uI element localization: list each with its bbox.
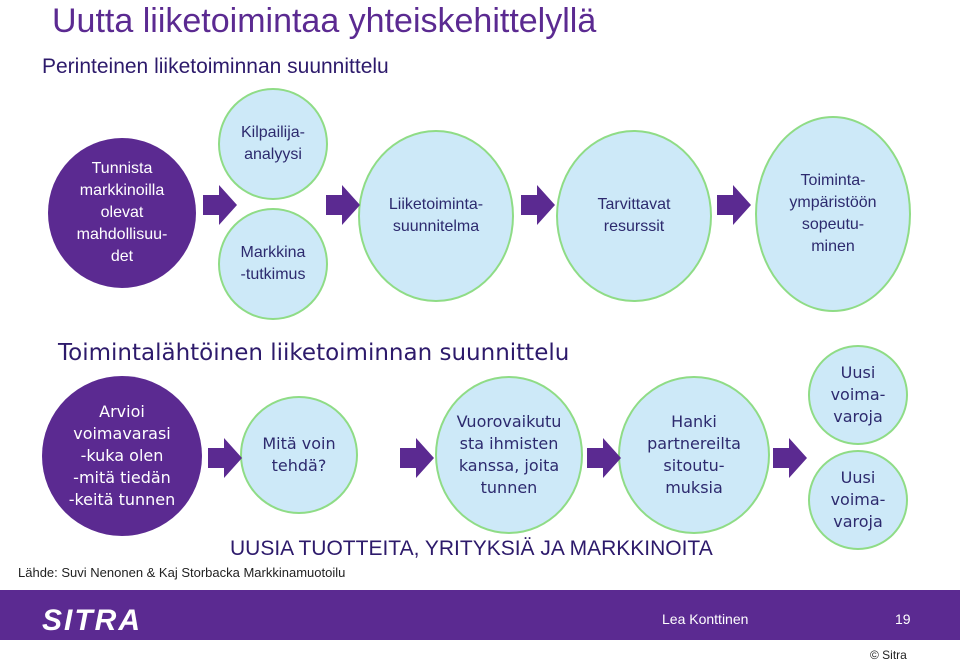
source-note: Lähde: Suvi Nenonen & Kaj Storbacka Markkinamuotoilu <box>18 565 346 580</box>
circle-identify-opportunities <box>48 138 196 288</box>
sitra-logo: SITRA <box>42 604 142 637</box>
arrow-right-icon <box>208 438 242 483</box>
circle-label: Uusi voima- varoja <box>830 468 886 531</box>
circle-what-can-i-do <box>240 396 358 514</box>
circle-business-plan <box>358 130 514 302</box>
circle-assess-resources <box>42 376 202 536</box>
circle-label: Arvioi voimavarasi -kuka olen -mitä tiedän -keitä tunnen <box>68 402 176 509</box>
circle-label: Markkina -tutkimus <box>240 244 306 283</box>
traditional-heading: Perinteinen liiketoiminnan suunnittelu <box>42 55 389 78</box>
arrow-right-icon <box>587 438 621 483</box>
circle-label: Liiketoiminta- suunnitelma <box>388 196 484 235</box>
circle-label: Tunnista markkinoilla olevat mahdollisuu- det <box>76 160 168 265</box>
arrow-right-icon <box>400 438 434 483</box>
circle-partner-commitments <box>618 376 770 534</box>
circle-new-resources-bottom <box>808 450 908 550</box>
circle-competitor-analysis <box>218 88 328 200</box>
page-number: 19 <box>895 611 911 627</box>
arrow-right-icon <box>326 185 360 230</box>
footer-author: Lea Konttinen <box>662 611 749 627</box>
circle-label: Toiminta- ympäristöön sopeutu- minen <box>789 172 877 255</box>
arrow-right-icon <box>773 438 807 483</box>
result-text: UUSIA TUOTTEITA, YRITYKSIÄ JA MARKKINOITA <box>230 537 713 560</box>
action-heading: Toimintalähtöinen liiketoiminnan suunnittelu <box>58 340 570 366</box>
circle-adapt-environment <box>755 116 911 312</box>
circle-label: Tarvittavat resurssit <box>597 196 671 235</box>
circle-interaction <box>435 376 583 534</box>
circle-label: Uusi voima- varoja <box>830 363 886 426</box>
page-title: Uutta liiketoimintaa yhteiskehittelyllä <box>52 2 597 40</box>
footer-bar <box>0 590 960 640</box>
circle-label: Vuorovaikutu sta ihmisten kanssa, joita tunnen <box>456 412 562 497</box>
arrow-right-icon <box>521 185 555 230</box>
arrow-right-icon <box>203 185 237 230</box>
circle-label: Hanki partnereilta sitoutu- muksia <box>647 412 741 497</box>
circle-new-resources-top <box>808 345 908 445</box>
circle-label: Mitä voin tehdä? <box>262 434 336 475</box>
circle-resources <box>556 130 712 302</box>
arrow-right-icon <box>717 185 751 230</box>
copyright: © Sitra <box>870 648 907 662</box>
circle-label: Kilpailija- analyysi <box>240 124 306 163</box>
